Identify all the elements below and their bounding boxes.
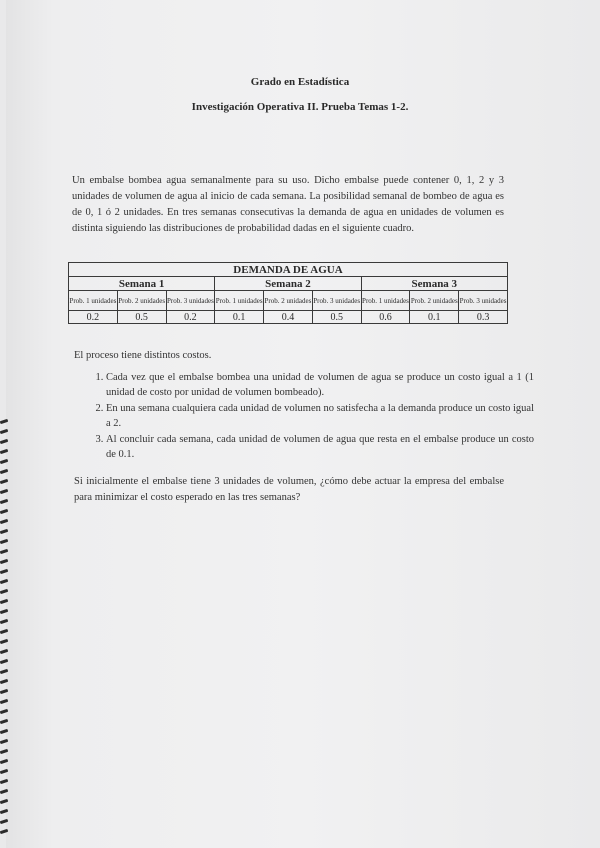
spiral-coil (0, 619, 8, 624)
spiral-coil (0, 759, 8, 764)
document-title: Grado en Estadística (250, 76, 350, 88)
spiral-coil (0, 819, 8, 824)
prob-value: 0.2 (166, 311, 215, 324)
spiral-coil (0, 699, 8, 704)
spiral-coil (0, 569, 8, 574)
spiral-coil (0, 639, 8, 644)
spiral-coil (0, 589, 8, 594)
spiral-coil (0, 659, 8, 664)
cost-item: 3. Al concluir cada semana, cada unidad de volumen de agua que resta en el embalse produce un costo de 0.1. (106, 432, 534, 462)
spiral-coil (0, 829, 8, 834)
spiral-coil (0, 689, 8, 694)
spiral-coil (0, 809, 8, 814)
costs-list (78, 370, 534, 463)
spiral-coil (0, 499, 8, 504)
prob-label: Prob. 3 unidades (166, 291, 215, 311)
spiral-coil (0, 779, 8, 784)
spiral-coil (0, 719, 8, 724)
prob-label: Prob. 1 unidades (361, 291, 410, 311)
prob-value: 0.6 (361, 311, 410, 324)
spiral-coil (0, 709, 8, 714)
spiral-coil (0, 599, 8, 604)
spiral-coil (0, 649, 8, 654)
week-1-header: Semana 1 (69, 277, 215, 291)
prob-value: 0.2 (69, 311, 118, 324)
question: Si inicialmente el embalse tiene 3 unidades de volumen, ¿cómo debe actuar la empresa del embalse para minimizar el costo esperado en las tres semanas? (74, 476, 504, 503)
spiral-coil (0, 539, 8, 544)
prob-label: Prob. 2 unidades (117, 291, 166, 311)
spiral-coil (0, 419, 8, 424)
spiral-coil (0, 749, 8, 754)
problem-statement: Un embalse bombea agua semanalmente para su uso. Dicho embalse puede contener 0, 1, 2 y 3 unidades de volumen de agua al inicio de cada semana. La posibilidad semanal de bombeo de agua es de 0, 1 ó 2 unidades. En tres semanas consecutivas la demanda de agua en unidades de volumen es distinta siguiendo las distribuciones de probabilidad dadas en el siguiente cuadro. (72, 175, 504, 234)
spiral-coil (0, 549, 8, 554)
week-3-header: Semana 3 (361, 277, 507, 291)
prob-value: 0.5 (117, 311, 166, 324)
prob-value: 0.1 (215, 311, 264, 324)
prob-label: Prob. 3 unidades (459, 291, 508, 311)
prob-label: Prob. 1 unidades (69, 291, 118, 311)
prob-label: Prob. 3 unidades (312, 291, 361, 311)
spiral-coil (0, 559, 8, 564)
prob-label: Prob. 2 unidades (410, 291, 459, 311)
spiral-coil (0, 609, 8, 614)
water-demand-table (68, 262, 508, 324)
document-subtitle: Investigación Operativa II. Prueba Temas 1-2. (191, 101, 409, 113)
spiral-coil (0, 469, 8, 474)
spiral-coil (0, 579, 8, 584)
table-heading: DEMANDA DE AGUA (69, 263, 508, 277)
spiral-coil (0, 629, 8, 634)
spiral-coil (0, 789, 8, 794)
spiral-coil (0, 519, 8, 524)
spiral-coil (0, 479, 8, 484)
spiral-coil (0, 429, 8, 434)
spiral-coil (0, 509, 8, 514)
prob-value: 0.3 (459, 311, 508, 324)
spiral-coil (0, 799, 8, 804)
spiral-coil (0, 679, 8, 684)
spiral-coil (0, 669, 8, 674)
cost-item: 2. En una semana cualquiera cada unidad de volumen no satisfecha a la demanda produce un costo igual a 2. (106, 401, 534, 431)
prob-value: 0.5 (312, 311, 361, 324)
costs-intro: El proceso tiene distintos costos. (74, 350, 212, 361)
cost-item: 1. Cada vez que el embalse bombea una unidad de volumen de agua se produce un costo igual a 1 (1 unidad de costo por unidad de volumen bombeado). (106, 370, 534, 400)
spiral-coil (0, 529, 8, 534)
spiral-coil (0, 439, 8, 444)
week-2-header: Semana 2 (215, 277, 361, 291)
spiral-coil (0, 489, 8, 494)
spiral-coil (0, 769, 8, 774)
spiral-coil (0, 459, 8, 464)
spiral-coil (0, 449, 8, 454)
prob-label: Prob. 2 unidades (264, 291, 313, 311)
spiral-coil (0, 729, 8, 734)
prob-value: 0.4 (264, 311, 313, 324)
spiral-binding (0, 420, 10, 848)
spiral-coil (0, 739, 8, 744)
prob-value: 0.1 (410, 311, 459, 324)
prob-label: Prob. 1 unidades (215, 291, 264, 311)
